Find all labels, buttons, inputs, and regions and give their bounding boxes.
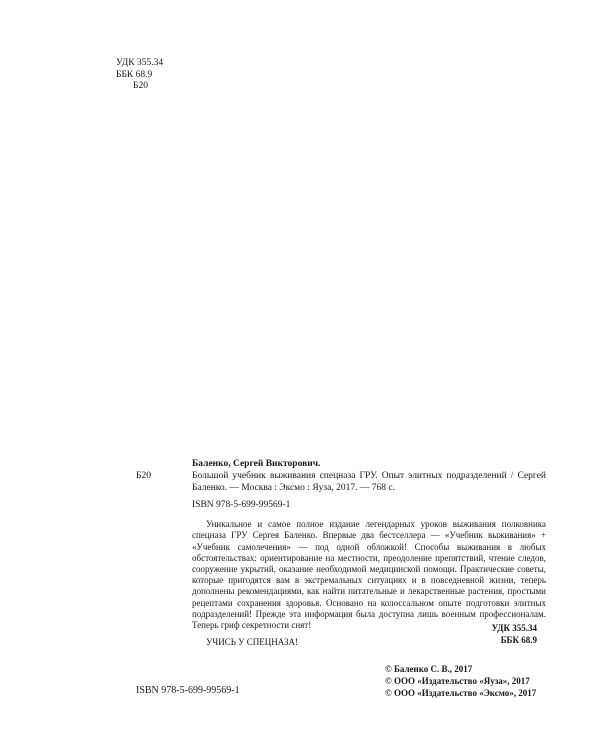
slogan: УЧИСЬ У СПЕЦНАЗА!	[206, 637, 299, 648]
author-mark: Б20	[133, 81, 148, 91]
author-name: Баленко, Сергей Викторович.	[192, 459, 321, 469]
bottom-udk-code: УДК 355.34	[491, 623, 537, 633]
catalog-isbn: ISBN 978-5-699-99569-1	[192, 500, 291, 511]
annotation-text: Уникальное и самое полное издание легендарных уроков выживания полковника спецназа ГРУ Сергея Баленко. Впервые два бестселлера — «Учебник выживания» + «Учебник самолечения» — под одной обложкой! Способы выживания в любых обстоятельствах: ориентирование на местности, преодоление препятствий, чтение следов, сооружение укрытий, оказание необходимой медицинской помощи. Практические советы, которые пригодятся вам в экстремальных ситуациях и в повседневной жизни, теперь дополнены рекомендациями, как найти питательные и лекарственные растения, простыми рецептами сохранения здоровья. Основано на колоссальном опыте подготовки элитных подразделений! Прежде эта информация была доступна лишь военным профессионалам. Теперь гриф секретности снят!	[192, 519, 546, 631]
copyright-block	[385, 664, 536, 699]
annotation	[136, 519, 546, 631]
catalog-entry	[136, 459, 546, 649]
bottom-isbn: ISBN 978-5-699-99569-1	[136, 685, 240, 696]
bibliographic-record	[136, 471, 546, 495]
bbk-code: ББК 68.9	[116, 69, 153, 80]
copyright-yauza: © ООО «Издательство «Яуза», 2017	[385, 675, 530, 686]
udk-code: УДК 355.34	[116, 58, 164, 68]
bottom-bbk-code: ББК 68.9	[500, 634, 537, 645]
bottom-classification	[492, 623, 537, 646]
top-classification	[116, 58, 163, 93]
copyright-eksmo: © ООО «Издательство «Эксмо», 2017	[385, 687, 537, 698]
entry-author-mark: Б20	[136, 470, 151, 481]
copyright-author: © Баленко С. В., 2017	[385, 664, 473, 674]
bibliographic-description: Большой учебник выживания спецназа ГРУ. Опыт элитных подразделений / Сергей Баленко. — Москва : Эксмо : Яуза, 2017. — 768 с.	[192, 470, 546, 493]
